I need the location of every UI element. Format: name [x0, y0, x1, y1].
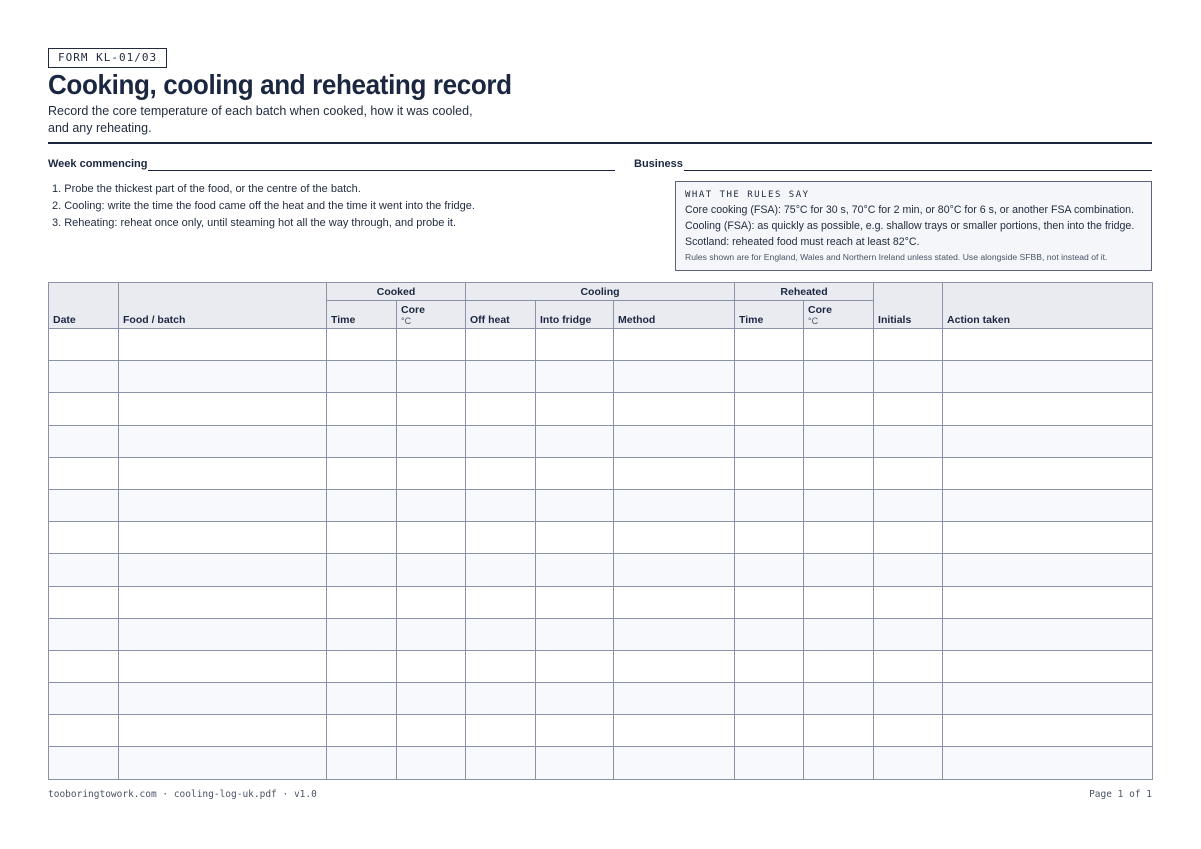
cell-reheated-core[interactable]	[804, 683, 874, 715]
cell-action-taken[interactable]	[943, 618, 1153, 650]
cell-reheated-core[interactable]	[804, 329, 874, 361]
cell-food-batch[interactable]	[119, 683, 327, 715]
cell-date[interactable]	[49, 715, 119, 747]
cell-into-fridge[interactable]	[536, 489, 614, 521]
cell-cooked-core[interactable]	[397, 618, 466, 650]
cell-cooked-core[interactable]	[397, 747, 466, 779]
cell-cooked-core[interactable]	[397, 683, 466, 715]
cell-off-heat[interactable]	[466, 586, 536, 618]
cell-cooked-time[interactable]	[327, 522, 397, 554]
cell-method[interactable]	[614, 715, 735, 747]
cell-method[interactable]	[614, 361, 735, 393]
cell-into-fridge[interactable]	[536, 747, 614, 779]
rules-heading: WHAT THE RULES SAY	[685, 190, 810, 200]
cell-date[interactable]	[49, 329, 119, 361]
cell-initials[interactable]	[874, 650, 943, 682]
cell-cooked-time[interactable]	[327, 361, 397, 393]
cell-date[interactable]	[49, 457, 119, 489]
col-header-method: Method	[614, 301, 735, 329]
cell-reheated-core[interactable]	[804, 489, 874, 521]
cell-date[interactable]	[49, 650, 119, 682]
cell-food-batch[interactable]	[119, 457, 327, 489]
cell-date[interactable]	[49, 489, 119, 521]
cell-food-batch[interactable]	[119, 586, 327, 618]
footer-page-number: Page 1 of 1	[1089, 789, 1152, 800]
week-commencing-field[interactable]	[148, 170, 615, 171]
cell-date[interactable]	[49, 393, 119, 425]
record-table-body	[49, 329, 1153, 780]
page-subtitle: Record the core temperature of each batch when cooked, how it was cooled, and any reheating.	[48, 104, 473, 135]
table-row	[49, 489, 1153, 521]
group-header-reheated: Reheated	[735, 283, 874, 301]
cell-off-heat[interactable]	[466, 715, 536, 747]
cell-method[interactable]	[614, 457, 735, 489]
header-divider	[48, 142, 1152, 144]
cell-cooked-time[interactable]	[327, 489, 397, 521]
cell-reheated-core[interactable]	[804, 393, 874, 425]
col-header-off-heat: Off heat	[466, 301, 536, 329]
cell-food-batch[interactable]	[119, 747, 327, 779]
cell-cooked-core[interactable]	[397, 554, 466, 586]
table-row	[49, 715, 1153, 747]
table-row	[49, 393, 1153, 425]
business-label: Business	[634, 158, 683, 170]
cell-into-fridge[interactable]	[536, 586, 614, 618]
cell-into-fridge[interactable]	[536, 554, 614, 586]
cell-method[interactable]	[614, 618, 735, 650]
cell-initials[interactable]	[874, 715, 943, 747]
cell-action-taken[interactable]	[943, 522, 1153, 554]
cell-off-heat[interactable]	[466, 650, 536, 682]
cell-cooked-core[interactable]	[397, 361, 466, 393]
col-header-cooked-time: Time	[327, 301, 397, 329]
cell-action-taken[interactable]	[943, 683, 1153, 715]
business-field[interactable]	[684, 170, 1152, 171]
cell-initials[interactable]	[874, 393, 943, 425]
cell-reheated-time[interactable]	[735, 715, 804, 747]
cell-method[interactable]	[614, 650, 735, 682]
cell-reheated-time[interactable]	[735, 586, 804, 618]
instruction-item: 2. Cooling: write the time the food came off the heat and the time it went into the fridge.	[52, 200, 475, 212]
cell-action-taken[interactable]	[943, 650, 1153, 682]
cell-cooked-core[interactable]	[397, 650, 466, 682]
cell-method[interactable]	[614, 425, 735, 457]
cell-cooked-time[interactable]	[327, 650, 397, 682]
form-code-badge: FORM KL-01/03	[48, 48, 167, 68]
group-header-cooling: Cooling	[466, 283, 735, 301]
cell-cooked-core[interactable]	[397, 457, 466, 489]
cell-reheated-core[interactable]	[804, 554, 874, 586]
cell-method[interactable]	[614, 586, 735, 618]
cell-reheated-core[interactable]	[804, 361, 874, 393]
cell-date[interactable]	[49, 425, 119, 457]
rules-note: Rules shown are for England, Wales and Northern Ireland unless stated. Use alongside SFBB, not instead of it.	[685, 252, 1108, 262]
cell-initials[interactable]	[874, 618, 943, 650]
col-header-reheated-core: Core °C	[804, 301, 874, 329]
cell-date[interactable]	[49, 586, 119, 618]
instruction-item: 1. Probe the thickest part of the food, or the centre of the batch.	[52, 183, 361, 195]
instruction-item: 3. Reheating: reheat once only, until steaming hot all the way through, and probe it.	[52, 217, 456, 229]
table-row	[49, 361, 1153, 393]
cell-action-taken[interactable]	[943, 425, 1153, 457]
cell-cooked-core[interactable]	[397, 329, 466, 361]
cell-reheated-core[interactable]	[804, 618, 874, 650]
cell-cooked-time[interactable]	[327, 393, 397, 425]
cell-food-batch[interactable]	[119, 489, 327, 521]
cell-off-heat[interactable]	[466, 747, 536, 779]
cell-into-fridge[interactable]	[536, 522, 614, 554]
table-row	[49, 618, 1153, 650]
table-row	[49, 554, 1153, 586]
table-row	[49, 683, 1153, 715]
cell-food-batch[interactable]	[119, 554, 327, 586]
col-header-into-fridge: Into fridge	[536, 301, 614, 329]
cell-food-batch[interactable]	[119, 618, 327, 650]
record-table	[48, 282, 1153, 780]
cell-initials[interactable]	[874, 747, 943, 779]
cell-food-batch[interactable]	[119, 425, 327, 457]
cell-cooked-time[interactable]	[327, 586, 397, 618]
cell-into-fridge[interactable]	[536, 683, 614, 715]
col-header-food-batch: Food / batch	[119, 283, 327, 329]
table-row	[49, 650, 1153, 682]
col-header-date: Date	[49, 283, 119, 329]
cell-into-fridge[interactable]	[536, 618, 614, 650]
cell-cooked-time[interactable]	[327, 683, 397, 715]
cell-method[interactable]	[614, 747, 735, 779]
cell-action-taken[interactable]	[943, 554, 1153, 586]
instructions-list	[52, 181, 475, 232]
cell-reheated-time[interactable]	[735, 489, 804, 521]
cell-cooked-core[interactable]	[397, 522, 466, 554]
cell-method[interactable]	[614, 393, 735, 425]
cell-reheated-core[interactable]	[804, 747, 874, 779]
cell-action-taken[interactable]	[943, 715, 1153, 747]
week-commencing-label: Week commencing	[48, 158, 148, 170]
page-title: Cooking, cooling and reheating record	[48, 69, 512, 100]
cell-off-heat[interactable]	[466, 522, 536, 554]
table-row	[49, 425, 1153, 457]
rules-line: Core cooking (FSA): 75°C for 30 s, 70°C for 2 min, or 80°C for 6 s, or another FSA combination.	[685, 204, 1135, 216]
cell-reheated-time[interactable]	[735, 522, 804, 554]
cell-off-heat[interactable]	[466, 554, 536, 586]
cell-initials[interactable]	[874, 683, 943, 715]
cell-cooked-core[interactable]	[397, 393, 466, 425]
cell-off-heat[interactable]	[466, 425, 536, 457]
cell-reheated-time[interactable]	[735, 650, 804, 682]
cell-reheated-core[interactable]	[804, 650, 874, 682]
table-row	[49, 457, 1153, 489]
cell-off-heat[interactable]	[466, 683, 536, 715]
cell-action-taken[interactable]	[943, 457, 1153, 489]
cell-into-fridge[interactable]	[536, 425, 614, 457]
unit-celsius: °C	[401, 316, 412, 326]
cell-method[interactable]	[614, 683, 735, 715]
table-row	[49, 586, 1153, 618]
cell-reheated-time[interactable]	[735, 747, 804, 779]
group-header-cooked: Cooked	[327, 283, 466, 301]
table-row	[49, 747, 1153, 779]
cell-food-batch[interactable]	[119, 393, 327, 425]
cell-date[interactable]	[49, 747, 119, 779]
cell-initials[interactable]	[874, 425, 943, 457]
cell-reheated-time[interactable]	[735, 554, 804, 586]
cell-cooked-core[interactable]	[397, 425, 466, 457]
rules-line: Scotland: reheated food must reach at least 82°C.	[685, 236, 920, 248]
col-header-initials: Initials	[874, 283, 943, 329]
cell-date[interactable]	[49, 554, 119, 586]
cell-off-heat[interactable]	[466, 618, 536, 650]
cell-food-batch[interactable]	[119, 361, 327, 393]
cell-off-heat[interactable]	[466, 393, 536, 425]
cell-cooked-core[interactable]	[397, 715, 466, 747]
cell-date[interactable]	[49, 683, 119, 715]
cell-off-heat[interactable]	[466, 361, 536, 393]
cell-cooked-time[interactable]	[327, 425, 397, 457]
footer-source: tooboringtowork.com · cooling-log-uk.pdf · v1.0	[48, 789, 317, 800]
cell-reheated-time[interactable]	[735, 683, 804, 715]
cell-initials[interactable]	[874, 457, 943, 489]
cell-action-taken[interactable]	[943, 361, 1153, 393]
cell-cooked-core[interactable]	[397, 586, 466, 618]
cell-method[interactable]	[614, 522, 735, 554]
cell-initials[interactable]	[874, 361, 943, 393]
cell-reheated-time[interactable]	[735, 393, 804, 425]
cell-off-heat[interactable]	[466, 489, 536, 521]
cell-reheated-time[interactable]	[735, 618, 804, 650]
cell-into-fridge[interactable]	[536, 715, 614, 747]
cell-reheated-time[interactable]	[735, 329, 804, 361]
cell-cooked-time[interactable]	[327, 554, 397, 586]
col-header-cooked-core: Core °C	[397, 301, 466, 329]
cell-action-taken[interactable]	[943, 747, 1153, 779]
col-header-reheated-time: Time	[735, 301, 804, 329]
rules-box	[675, 181, 1152, 271]
table-row	[49, 329, 1153, 361]
cell-cooked-time[interactable]	[327, 329, 397, 361]
col-header-action-taken: Action taken	[943, 283, 1153, 329]
cell-action-taken[interactable]	[943, 586, 1153, 618]
cell-reheated-core[interactable]	[804, 425, 874, 457]
cell-cooked-time[interactable]	[327, 618, 397, 650]
cell-date[interactable]	[49, 618, 119, 650]
rules-line: Cooling (FSA): as quickly as possible, e.g. shallow trays or smaller portions, then into the fridge.	[685, 220, 1135, 232]
cell-date[interactable]	[49, 361, 119, 393]
cell-initials[interactable]	[874, 554, 943, 586]
cell-cooked-time[interactable]	[327, 747, 397, 779]
cell-reheated-time[interactable]	[735, 361, 804, 393]
table-row	[49, 522, 1153, 554]
cell-action-taken[interactable]	[943, 489, 1153, 521]
cell-off-heat[interactable]	[466, 329, 536, 361]
cell-initials[interactable]	[874, 586, 943, 618]
cell-food-batch[interactable]	[119, 650, 327, 682]
cell-reheated-time[interactable]	[735, 457, 804, 489]
cell-food-batch[interactable]	[119, 522, 327, 554]
cell-initials[interactable]	[874, 489, 943, 521]
unit-celsius: °C	[808, 316, 819, 326]
cell-reheated-time[interactable]	[735, 425, 804, 457]
cell-food-batch[interactable]	[119, 715, 327, 747]
cell-reheated-core[interactable]	[804, 457, 874, 489]
cell-reheated-core[interactable]	[804, 522, 874, 554]
cell-reheated-core[interactable]	[804, 586, 874, 618]
cell-method[interactable]	[614, 554, 735, 586]
cell-action-taken[interactable]	[943, 393, 1153, 425]
cell-into-fridge[interactable]	[536, 393, 614, 425]
cell-initials[interactable]	[874, 522, 943, 554]
cell-into-fridge[interactable]	[536, 650, 614, 682]
cell-off-heat[interactable]	[466, 457, 536, 489]
cell-cooked-core[interactable]	[397, 489, 466, 521]
cell-into-fridge[interactable]	[536, 457, 614, 489]
cell-into-fridge[interactable]	[536, 361, 614, 393]
cell-method[interactable]	[614, 329, 735, 361]
cell-action-taken[interactable]	[943, 329, 1153, 361]
cell-cooked-time[interactable]	[327, 715, 397, 747]
cell-into-fridge[interactable]	[536, 329, 614, 361]
cell-date[interactable]	[49, 522, 119, 554]
cell-reheated-core[interactable]	[804, 715, 874, 747]
cell-cooked-time[interactable]	[327, 457, 397, 489]
cell-food-batch[interactable]	[119, 329, 327, 361]
cell-method[interactable]	[614, 489, 735, 521]
cell-initials[interactable]	[874, 329, 943, 361]
